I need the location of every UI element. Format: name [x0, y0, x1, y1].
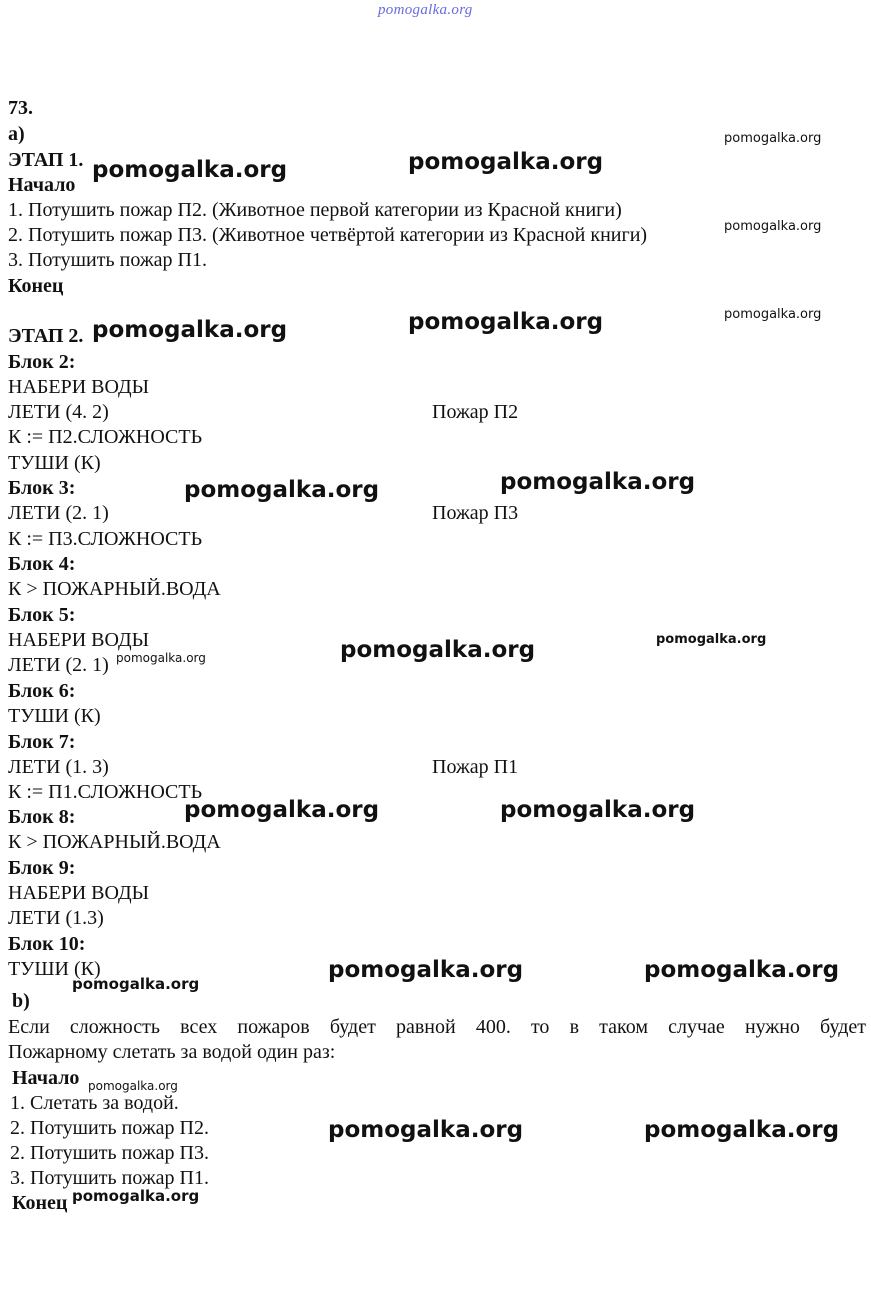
watermark: pomogalka.org: [184, 797, 380, 823]
part-b-label: b): [12, 990, 30, 1012]
watermark: pomogalka.org: [408, 149, 604, 175]
part-a-label: а): [8, 123, 25, 145]
stage1-start: Начало: [8, 174, 76, 196]
block-line: ЛЕТИ (4. 2): [8, 401, 109, 423]
block-label: Блок 10:: [8, 933, 86, 955]
block-line: ТУШИ (К): [8, 452, 101, 474]
watermark: pomogalka.org: [328, 1117, 524, 1143]
part-b-step: 2. Потушить пожар П2.: [10, 1117, 209, 1139]
block-label: Блок 8:: [8, 806, 76, 828]
block-line: ЛЕТИ (2. 1): [8, 502, 109, 524]
watermark: pomogalka.org: [644, 1117, 840, 1143]
part-b-paragraph-line: Пожарному слетать за водой один раз:: [8, 1041, 336, 1063]
block-line: ТУШИ (К): [8, 705, 101, 727]
block-label: Блок 9:: [8, 857, 76, 879]
block-line: К > ПОЖАРНЫЙ.ВОДА: [8, 578, 221, 600]
watermark: pomogalka.org: [656, 632, 767, 647]
watermark: pomogalka.org: [408, 309, 604, 335]
stage1-step: 1. Потушить пожар П2. (Животное первой категории из Красной книги): [8, 199, 622, 221]
part-b-step: 1. Слетать за водой.: [10, 1092, 179, 1114]
watermark: pomogalka.org: [644, 957, 840, 983]
block-label: Блок 5:: [8, 604, 76, 626]
block-line: К := П3.СЛОЖНОСТЬ: [8, 528, 203, 550]
block-line: ЛЕТИ (1. 3): [8, 756, 109, 778]
block-label: Блок 6:: [8, 680, 76, 702]
block-line: К > ПОЖАРНЫЙ.ВОДА: [8, 831, 221, 853]
block-line: НАБЕРИ ВОДЫ: [8, 629, 150, 651]
watermark: pomogalka.org: [724, 131, 822, 146]
watermark: pomogalka.org: [72, 975, 200, 993]
stage1-step: 3. Потушить пожар П1.: [8, 249, 207, 271]
watermark: pomogalka.org: [500, 469, 696, 495]
part-b-step: 2. Потушить пожар П3.: [10, 1142, 209, 1164]
part-b-end: Конец: [12, 1192, 68, 1214]
part-b-start: Начало: [12, 1067, 80, 1089]
watermark: pomogalka.org: [184, 477, 380, 503]
watermark: pomogalka.org: [92, 157, 288, 183]
block-line: НАБЕРИ ВОДЫ: [8, 882, 150, 904]
header-watermark: pomogalka.org: [378, 2, 473, 18]
stage1-end: Конец: [8, 275, 64, 297]
block-label: Блок 2:: [8, 351, 76, 373]
part-b-paragraph-line: Если сложность всех пожаров будет равной 400. то в таком случае нужно будет: [8, 1016, 866, 1038]
block-label: Блок 4:: [8, 553, 76, 575]
stage1-step: 2. Потушить пожар П3. (Животное четвёртой категории из Красной книги): [8, 224, 648, 246]
watermark: pomogalka.org: [72, 1187, 200, 1205]
watermark: pomogalka.org: [340, 637, 536, 663]
block-line: ТУШИ (К): [8, 958, 101, 980]
fire-note: Пожар П2: [432, 401, 519, 423]
watermark: pomogalka.org: [724, 307, 822, 322]
fire-note: Пожар П1: [432, 756, 519, 778]
block-label: Блок 3:: [8, 477, 76, 499]
task-number: 73.: [8, 97, 33, 119]
block-line: НАБЕРИ ВОДЫ: [8, 376, 150, 398]
watermark: pomogalka.org: [92, 317, 288, 343]
stage2-title: ЭТАП 2.: [8, 325, 84, 347]
fire-note: Пожар П3: [432, 502, 519, 524]
stage1-title: ЭТАП 1.: [8, 149, 84, 171]
block-line: ЛЕТИ (2. 1): [8, 654, 109, 676]
block-label: Блок 7:: [8, 731, 76, 753]
watermark: pomogalka.org: [88, 1079, 178, 1093]
block-line: К := П2.СЛОЖНОСТЬ: [8, 426, 203, 448]
part-b-step: 3. Потушить пожар П1.: [10, 1167, 209, 1189]
block-line: К := П1.СЛОЖНОСТЬ: [8, 781, 203, 803]
watermark: pomogalka.org: [328, 957, 524, 983]
watermark: pomogalka.org: [724, 219, 822, 234]
watermark: pomogalka.org: [116, 651, 206, 665]
watermark: pomogalka.org: [500, 797, 696, 823]
block-line: ЛЕТИ (1.3): [8, 907, 104, 929]
